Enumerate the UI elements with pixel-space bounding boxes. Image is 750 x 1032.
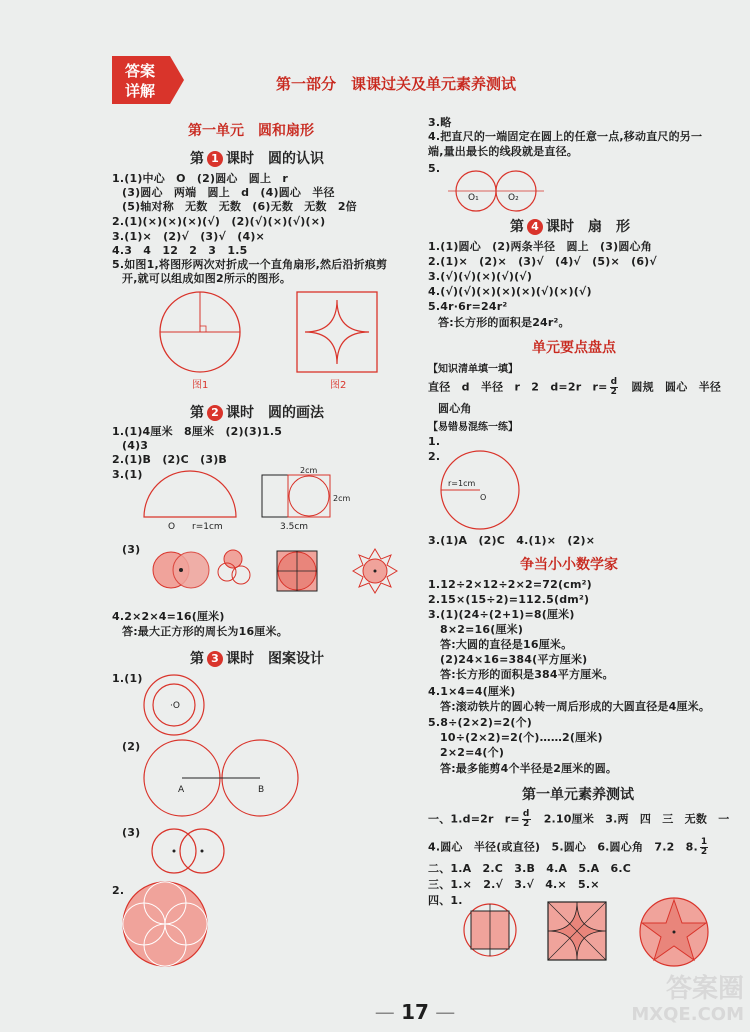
l4-line: 答:长方形的面积是24r²。 [438,316,570,329]
lesson1-title: 第 1 课时 圆的认识 [190,151,324,167]
math-line: 4.1×4=4(厘米) [428,685,516,698]
l3-q4: 2. [112,884,125,897]
math-line: 2×2=4(个) [440,746,505,759]
math-line: 1.12÷2×12÷2×2=72(cm²) [428,578,592,591]
math-title: 争当小小数学家 [520,557,618,573]
l4-line: 5.4r·6r=24r² [428,300,508,313]
lesson4-title: 第 4 课时 扇 形 [510,219,630,235]
unit1-title: 第一单元 圆和扇形 [188,123,314,139]
fig1-label: 图1 [192,380,209,390]
l3-q3: (3) [122,826,141,839]
math-line: 答:滚动铁片的圆心转一周后形成的大圆直径是4厘米。 [440,700,711,713]
l1-line: 5.如图1,将图形两次对折成一个直角扇形,然后沿折痕剪 [112,258,388,271]
l1-line: 3.(1)× (2)√ (3)√ (4)× [112,230,265,243]
l3-b: B [258,785,265,795]
watermark: 答案圈 MXQE.COM [631,974,744,1025]
l1-line: (5)轴对称 无数 无数 (6)无数 无数 2倍 [122,200,357,213]
l4-line: 1.(1)圆心 (2)两条半径 圆上 (3)圆心角 [428,240,652,253]
err-q2: 2. [428,450,441,463]
math-line: 3.(1)(24÷(2+1)=8(厘米) [428,608,575,621]
test-line4: 三、1.× 2.√ 3.√ 4.× 5.× [428,878,600,891]
math-line: (2)24×16=384(平方厘米) [440,653,588,666]
r5-circles [448,170,558,212]
l2-h: 2cm [300,466,318,475]
math-line: 2.15×(15÷2)=112.5(dm²) [428,593,590,606]
math-line: 5.8÷(2×2)=2(个) [428,716,533,729]
l3-q4-flower [120,880,210,968]
l1-line: 开,就可以组成如图2所示的图形。 [122,272,292,285]
l2-item3: (3) [122,543,141,556]
l3-q1-o: ·O [170,701,180,711]
l2-line: 1.(1)4厘米 8厘米 (2)(3)1.5 [112,425,283,438]
r-line: 4.把直尺的一端固定在圆上的任意一点,移动直尺的另一 [428,130,703,143]
test-line1: 一、1.d=2r r= $\frac{d}{2}$ 2.10厘米 3.两 四 三 无数 一 [428,809,730,829]
l2-line: 2.(1)B (2)C (3)B [112,453,227,466]
lesson1-figures [150,290,400,390]
knowledge-tag: 【知识清单填一填】 [428,364,518,375]
o2-label: O₂ [508,193,519,203]
l1-line: 1.(1)中心 O (2)圆心 圆上 r [112,172,289,185]
kn-line2: 圆心角 [438,402,472,415]
err-q3: 3.(1)A (2)C 4.(1)× (2)× [428,534,596,547]
lesson2-title: 第 2 课时 圆的画法 [190,405,324,421]
l3-q1-figure [140,672,220,742]
l2-item4b: 答:最大正方形的周长为16厘米。 [122,625,288,638]
page-number: — 17 — [374,1000,456,1024]
test-line2: 4.圆心 半径(或直径) 5.圆心 6.圆心角 7.2 8. $\frac{1}{2}$ [428,837,708,857]
l1-line: (3)圆心 两端 圆上 d (4)圆心 半径 [122,186,335,199]
error-tag: 【易错易混练一练】 [428,422,518,433]
math-line: 答:长方形的面积是384平方厘米。 [440,668,614,681]
lesson3-title: 第 3 课时 图案设计 [190,651,324,667]
math-line: 答:大圆的直径是16厘米。 [440,638,573,651]
l4-line: 2.(1)× (2)× (3)√ (4)√ (5)× (6)√ [428,255,657,268]
l1-line: 4.3 4 12 2 3 1.5 [112,244,248,257]
lesson2-q3-figure [140,465,360,535]
l2-o: O [168,522,176,532]
logo-line1: 答案 [124,62,156,80]
math-line: 10÷(2×2)=2(个)……2(厘米) [440,731,603,744]
err-o: O [480,493,487,502]
l1-line: 2.(1)(×)(×)(×)(√) (2)(√)(×)(√)(×) [112,215,326,228]
l2-r: r=1cm [192,522,223,532]
page-title: 第一部分 课课过关及单元素养测试 [276,75,517,93]
fig2-label: 图2 [330,380,347,390]
l3-q2-figure [140,738,310,818]
test-line3: 二、1.A 2.C 3.B 4.A 5.A 6.C [428,862,632,875]
r-line: 端,量出最长的线段就是直径。 [428,145,578,158]
l3-a: A [178,785,185,795]
math-line: 答:最多能剪4个半径是2厘米的圆。 [440,762,618,775]
answer-logo [112,56,184,104]
o1-label: O₁ [468,193,479,203]
l2-item4a: 4.2×2×4=16(厘米) [112,610,225,623]
math-line: 8×2=16(厘米) [440,623,524,636]
l3-q2: (2) [122,740,141,753]
l3-q1: 1.(1) [112,672,143,685]
l2-h2: 2cm [333,494,351,503]
l2-w: 3.5cm [280,522,309,532]
l2-line: (4)3 [122,439,149,452]
err-r: r=1cm [448,479,476,488]
l2-line: 3.(1) [112,468,143,481]
test-patterns [462,896,722,968]
test-line5: 四、1. [428,894,463,907]
logo-line2: 详解 [124,82,156,100]
err-q1: 1. [428,435,441,448]
kn-line1: 直径 d 半径 r 2 d=2r r= $\frac{d}{2}$ 圆规 圆心 半径 [428,377,722,397]
r-line: 5. [428,162,441,175]
r-line: 3.略 [428,116,452,129]
review-title: 单元要点盘点 [532,340,616,356]
err-circle-figure [436,448,526,532]
lesson2-q3-patterns [145,545,410,595]
l3-q3-figure [140,826,250,876]
l4-line: 3.(√)(√)(×)(√)(√) [428,270,533,283]
l4-line: 4.(√)(√)(×)(×)(×)(√)(×)(√) [428,285,592,298]
test-title: 第一单元素养测试 [522,787,634,803]
